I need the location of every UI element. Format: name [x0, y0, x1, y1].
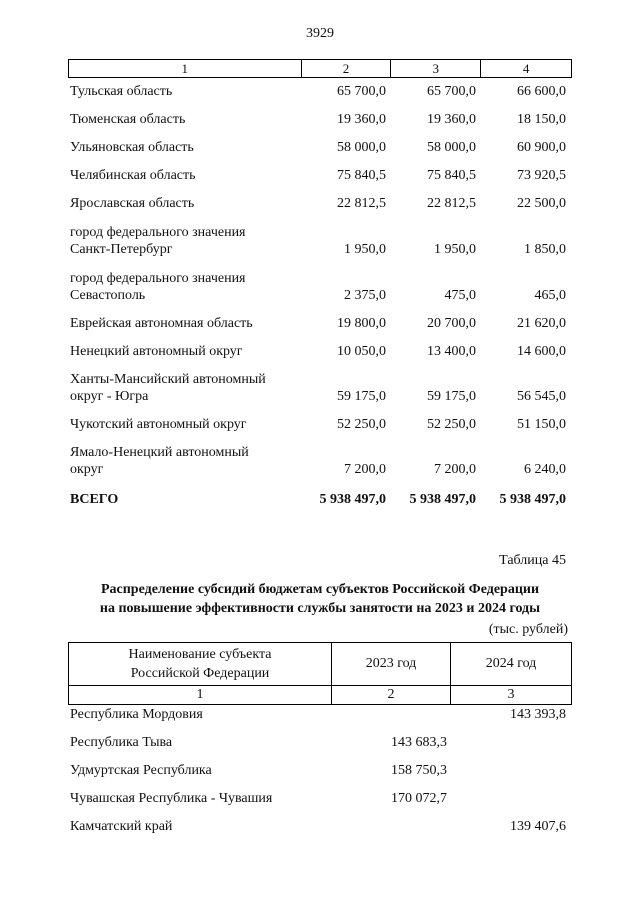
value-col-4: 1 850,0	[524, 242, 566, 257]
value-col-3: 52 250,0	[427, 417, 476, 432]
value-2023: 143 683,3	[391, 735, 447, 750]
value-col-3: 19 360,0	[427, 112, 476, 127]
value-col-4: 6 240,0	[524, 462, 566, 477]
region-name: Еврейская автономная область	[70, 316, 253, 331]
region-name: Челябинская область	[70, 168, 196, 183]
value-col-2: 52 250,0	[337, 417, 386, 432]
value-col-3: 13 400,0	[427, 344, 476, 359]
total-col-2: 5 938 497,0	[319, 492, 386, 507]
header-subject-name-line-2: Российской Федерации	[130, 666, 270, 681]
region-name-line-2: Севастополь	[70, 288, 146, 303]
value-col-4: 22 500,0	[517, 196, 566, 211]
region-name: Тульская область	[70, 84, 173, 99]
value-col-3: 59 175,0	[427, 389, 476, 404]
value-2023: 170 072,7	[391, 791, 447, 806]
table1-header	[68, 59, 572, 78]
value-col-2: 1 950,0	[344, 242, 386, 257]
region-name: Тюменская область	[70, 112, 186, 127]
value-col-3: 22 812,5	[427, 196, 476, 211]
table-label: Таблица 45	[499, 553, 566, 568]
header-2024: 2024 год	[450, 643, 571, 685]
value-col-4: 60 900,0	[517, 140, 566, 155]
value-col-4: 14 600,0	[517, 344, 566, 359]
table1-header-col-4: 4	[480, 60, 571, 77]
table2-header-row	[69, 643, 571, 686]
value-col-4: 465,0	[534, 288, 566, 303]
value-col-4: 51 150,0	[517, 417, 566, 432]
value-col-4: 66 600,0	[517, 84, 566, 99]
header-number-2: 2	[331, 686, 450, 704]
value-col-2: 7 200,0	[344, 462, 386, 477]
page-number: 3929	[306, 26, 334, 41]
value-2024: 143 393,8	[510, 707, 566, 722]
table-title-line-1: Распределение субсидий бюджетам субъектов Российской Федерации	[100, 582, 540, 597]
header-subject-name-line-1: Наименование субъекта	[128, 647, 272, 662]
table1-header-col-1: 1	[181, 61, 189, 76]
table-title	[0, 580, 640, 618]
value-col-3: 7 200,0	[434, 462, 476, 477]
total-col-4: 5 938 497,0	[499, 492, 566, 507]
value-col-3: 475,0	[444, 288, 476, 303]
table1-header-col-2: 2	[301, 60, 391, 77]
value-col-2: 19 800,0	[337, 316, 386, 331]
value-col-4: 56 545,0	[517, 389, 566, 404]
value-col-2: 65 700,0	[337, 84, 386, 99]
region-name: Ненецкий автономный округ	[70, 344, 243, 359]
table2-header-numbers	[69, 686, 571, 704]
value-col-2: 59 175,0	[337, 389, 386, 404]
value-col-3: 58 000,0	[427, 140, 476, 155]
region-name: Чувашская Республика - Чувашия	[70, 791, 273, 806]
value-col-2: 10 050,0	[337, 344, 386, 359]
value-col-3: 20 700,0	[427, 316, 476, 331]
value-2024: 139 407,6	[510, 819, 566, 834]
region-name: Республика Мордовия	[70, 707, 203, 722]
value-2023: 158 750,3	[391, 763, 447, 778]
total-col-3: 5 938 497,0	[409, 492, 476, 507]
header-number-3: 3	[450, 686, 571, 704]
total-label: ВСЕГО	[70, 492, 119, 507]
value-col-4: 21 620,0	[517, 316, 566, 331]
region-name-line-2: Санкт-Петербург	[70, 242, 173, 257]
value-col-2: 22 812,5	[337, 196, 386, 211]
value-col-3: 65 700,0	[427, 84, 476, 99]
region-name-line-1: город федерального значения	[70, 225, 246, 240]
header-number-1: 1	[196, 687, 204, 702]
region-name: Камчатский край	[70, 819, 173, 834]
value-col-2: 58 000,0	[337, 140, 386, 155]
region-name: Удмуртская Республика	[70, 763, 212, 778]
region-name-line-1: Ямало-Ненецкий автономный	[70, 445, 249, 460]
region-name: Чукотский автономный округ	[70, 417, 247, 432]
region-name: Республика Тыва	[70, 735, 173, 750]
region-name: Ярославская область	[70, 196, 195, 211]
value-col-2: 75 840,5	[337, 168, 386, 183]
region-name-line-1: Ханты-Мансийский автономный	[70, 372, 266, 387]
region-name-line-2: округ - Югра	[70, 389, 149, 404]
value-col-3: 1 950,0	[434, 242, 476, 257]
table1-header-col-3: 3	[390, 60, 480, 77]
units-note: (тыс. рублей)	[488, 622, 568, 637]
value-col-4: 18 150,0	[517, 112, 566, 127]
table-title-line-2: на повышение эффективности службы занятости на 2023 и 2024 годы	[99, 601, 541, 616]
region-name-line-2: округ	[70, 462, 104, 477]
header-subject-name	[69, 643, 331, 685]
table2-header	[68, 642, 572, 705]
header-2023: 2023 год	[331, 643, 450, 685]
value-col-2: 2 375,0	[344, 288, 386, 303]
value-col-2: 19 360,0	[337, 112, 386, 127]
region-name: Ульяновская область	[70, 140, 194, 155]
value-col-4: 73 920,5	[517, 168, 566, 183]
value-col-3: 75 840,5	[427, 168, 476, 183]
region-name-line-1: город федерального значения	[70, 271, 246, 286]
